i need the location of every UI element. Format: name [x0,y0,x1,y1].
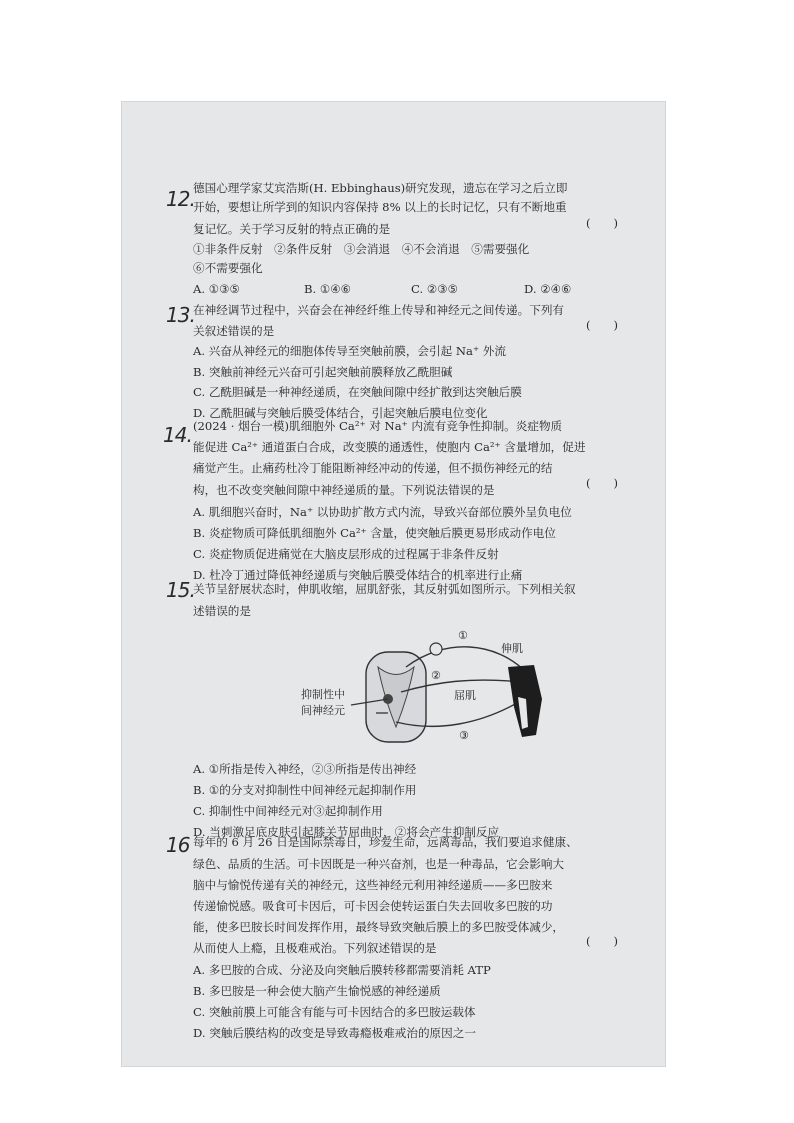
question-number: 13. [166,303,195,327]
option-a: A. 肌细胞兴奋时，Na⁺ 以协助扩散方式内流，导致兴奋部位膜外呈负电位 [193,505,572,519]
question-text-line: (2024 · 烟台一模)肌细胞外 Ca²⁺ 对 Na⁺ 内流有竞争性抑制。炎症物质 [193,419,563,433]
question-text-line: 每年的 6 月 26 日是国际禁毒日，珍爱生命，远离毒品，我们要追求健康、 [193,835,578,849]
question-number: 14. [163,423,192,447]
question-text-line: 关叙述错误的是 [193,324,275,338]
question-text-line: 复记忆。关于学习反射的特点正确的是 [193,222,391,236]
question-text-line: 绿色、品质的生活。可卡因既是一种兴奋剂，也是一种毒品，它会影响大 [193,857,565,871]
question-text-line: 传递愉悦感。吸食可卡因后，可卡因会使转运蛋白失去回收多巴胺的功 [193,899,553,913]
question-number: 15. [166,578,195,602]
option-d: D. 杜冷丁通过降低神经递质与突触后膜受体结合的机率进行止痛 [193,568,523,582]
option-d: D. 突触后膜结构的改变是导致毒瘾极难戒治的原因之一 [193,1026,476,1040]
option-d: D. 当刺激足底皮肤引起膝关节屈曲时，②将会产生抑制反应 [193,825,500,839]
question-text-line: 在神经调节过程中，兴奋会在神经纤维上传导和神经元之间传递。下列有 [193,303,565,317]
option-b: B. ①的分支对抑制性中间神经元起抑制作用 [193,783,417,797]
option-d: D. ②④⑥ [524,282,572,296]
exam-page [121,101,666,1067]
mark-1: ① [458,629,468,642]
question-number: 16 [166,833,190,857]
option-b: B. 突触前神经元兴奋可引起突触前膜释放乙酰胆碱 [193,365,453,379]
option-b: B. 炎症物质可降低肌细胞外 Ca²⁺ 含量，使突触后膜更易形成动作电位 [193,526,556,540]
mark-3: ③ [459,729,469,742]
question-text-line: ①非条件反射 ②条件反射 ③会消退 ④不会消退 ⑤需要强化 [193,242,530,256]
answer-bracket: ( ) [586,934,618,948]
question-number: 12. [166,187,195,211]
option-c: C. 乙酰胆碱是一种神经递质，在突触间隙中经扩散到达突触后膜 [193,385,522,399]
mark-2: ② [431,669,441,682]
option-b: B. ①④⑥ [304,282,352,296]
answer-bracket: ( ) [586,216,618,230]
option-c: C. 突触前膜上可能含有能与可卡因结合的多巴胺运载体 [193,1005,476,1019]
question-text-line: 开始，要想让所学到的知识内容保持 8% 以上的长时记忆，只有不断地重 [193,200,567,214]
answer-bracket: ( ) [586,476,618,490]
option-b: B. 多巴胺是一种会使大脑产生愉悦感的神经递质 [193,984,441,998]
option-a: A. ①③⑤ [193,282,240,296]
label-interneuron [301,687,345,719]
option-a: A. 兴奋从神经元的细胞体传导至突触前膜，会引起 Na⁺ 外流 [193,344,506,358]
question-text-line: 构，也不改变突触间隙中神经递质的量。下列说法错误的是 [193,483,495,497]
label-interneuron-line: 抑制性中 [301,688,345,701]
question-text-line: 述错误的是 [193,604,251,618]
option-d: D. 乙酰胆碱与突触后膜受体结合，引起突触后膜电位变化 [193,406,488,420]
option-c: C. ②③⑤ [411,282,459,296]
label-flexor: 屈肌 [454,689,476,702]
question-text-line: ⑥不需要强化 [193,261,263,275]
answer-bracket: ( ) [586,318,618,332]
question-text-line: 能，使多巴胺长时间发挥作用，最终导致突触后膜上的多巴胺受体减少， [193,920,565,934]
label-interneuron-line: 间神经元 [301,704,345,717]
question-text-line: 痛觉产生。止痛药杜冷丁能阻断神经冲动的传递，但不损伤神经元的结 [193,461,553,475]
question-text-line: 关节呈舒展状态时，伸肌收缩，屈肌舒张，其反射弧如图所示。下列相关叙 [193,582,576,596]
option-a: A. ①所指是传入神经，②③所指是传出神经 [193,762,417,776]
question-text-line: 从而使人上瘾，且极难戒治。下列叙述错误的是 [193,941,437,955]
option-a: A. 多巴胺的合成、分泌及向突触后膜转移都需要消耗 ATP [193,963,491,977]
question-text-line: 能促进 Ca²⁺ 通道蛋白合成，改变膜的通透性，使胞内 Ca²⁺ 含量增加，促进 [193,440,586,454]
option-c: C. 抑制性中间神经元对③起抑制作用 [193,804,383,818]
option-c: C. 炎症物质促进痛觉在大脑皮层形成的过程属于非条件反射 [193,547,499,561]
question-text-line: 德国心理学家艾宾浩斯(H. Ebbinghaus)研究发现，遗忘在学习之后立即 [193,181,568,195]
question-text-line: 脑中与愉悦传递有关的神经元，这些神经元利用神经递质——多巴胺来 [193,878,553,892]
label-extensor: 伸肌 [501,642,523,655]
